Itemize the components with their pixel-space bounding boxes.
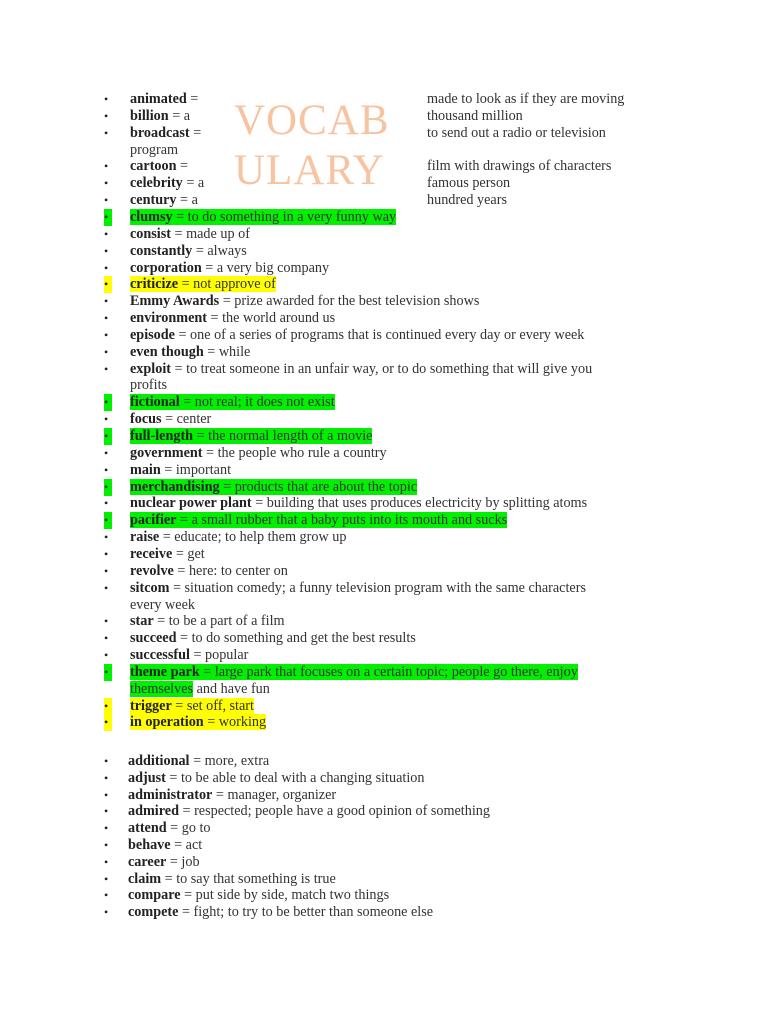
vocab-definition: = building that uses produces electricity by splitting atoms bbox=[251, 495, 588, 512]
list-item-content bbox=[128, 770, 424, 787]
vocab-definition: = more, extra bbox=[189, 753, 270, 769]
vocab-definition: = to be a part of a film bbox=[153, 613, 285, 630]
vocab-definition: every week bbox=[130, 596, 195, 613]
entry-text bbox=[130, 495, 587, 511]
entry-text bbox=[130, 613, 285, 629]
vocab-definition: = manager, organizer bbox=[212, 786, 337, 803]
highlighted-text bbox=[130, 681, 193, 697]
vocab-definition: = large park that focuses on a certain topic; people go there, enjoy bbox=[199, 663, 578, 680]
vocab-definition: = to do something in a very funny way bbox=[172, 208, 397, 225]
entry-text bbox=[130, 344, 250, 360]
vocab-definition: = not real; it does not exist bbox=[179, 394, 335, 411]
vocab-definition-right: film with drawings of characters bbox=[427, 158, 612, 175]
vocab-term: celebrity bbox=[130, 175, 183, 192]
vocab-definition: = bbox=[176, 158, 189, 175]
entry-text bbox=[130, 310, 335, 326]
vocab-definition: = while bbox=[203, 343, 251, 360]
vocab-definition: = made up of bbox=[171, 225, 250, 242]
entry-text bbox=[130, 142, 178, 158]
list-item-content bbox=[130, 361, 592, 378]
list-item bbox=[0, 770, 768, 787]
bullet-icon: • bbox=[104, 159, 109, 174]
list-item-continuation bbox=[0, 681, 768, 698]
list-item bbox=[0, 192, 768, 209]
list-item-content bbox=[130, 327, 584, 344]
list-item-content bbox=[130, 681, 270, 698]
highlighted-text bbox=[130, 394, 335, 410]
bullet-icon: • bbox=[104, 714, 112, 731]
list-item-content bbox=[130, 260, 329, 277]
vocab-term: consist bbox=[130, 225, 171, 242]
vocab-definition: = one of a series of programs that is continued every day or every week bbox=[174, 326, 585, 343]
vocab-term: attend bbox=[128, 820, 167, 837]
list-item-content bbox=[128, 820, 211, 837]
entry-text bbox=[130, 243, 247, 259]
list-item-continuation bbox=[0, 377, 768, 394]
vocab-term: constantly bbox=[130, 242, 193, 259]
entry-text bbox=[130, 445, 387, 461]
list-item-content bbox=[130, 142, 178, 159]
list-item bbox=[0, 546, 768, 563]
vocab-term: trigger bbox=[130, 697, 172, 714]
vocab-definition: = bbox=[186, 91, 199, 107]
list-item-content bbox=[130, 512, 507, 529]
vocab-definition-right: thousand million bbox=[427, 107, 523, 124]
bullet-icon: • bbox=[104, 664, 112, 681]
entry-text bbox=[130, 226, 250, 242]
list-item-content bbox=[130, 462, 231, 479]
vocab-term: full-length bbox=[130, 428, 194, 444]
vocab-definition-right: made to look as if they are moving bbox=[427, 91, 625, 107]
list-item bbox=[0, 293, 768, 310]
list-item bbox=[0, 243, 768, 260]
vocab-definition: = act bbox=[170, 837, 203, 853]
entry-text bbox=[128, 770, 424, 786]
list-item-content bbox=[128, 803, 490, 820]
list-item bbox=[0, 361, 768, 378]
bullet-icon: • bbox=[104, 226, 109, 241]
vocab-term: fictional bbox=[130, 394, 180, 411]
bullet-icon: • bbox=[104, 479, 112, 496]
list-item-content bbox=[128, 887, 389, 904]
bullet-icon: • bbox=[104, 462, 109, 477]
vocab-definition: = to treat someone in an unfair way, or to do something that will give you bbox=[170, 360, 593, 377]
entry-text bbox=[130, 158, 188, 174]
list-item bbox=[0, 647, 768, 664]
vocab-definition: = popular bbox=[189, 647, 249, 664]
list-item bbox=[0, 854, 768, 871]
list-item bbox=[0, 327, 768, 344]
list-item-content bbox=[130, 664, 578, 681]
vocab-term: episode bbox=[130, 326, 175, 343]
entry-text bbox=[128, 753, 269, 769]
list-item-content bbox=[130, 243, 247, 260]
vocab-definition: = center bbox=[161, 411, 212, 428]
bullet-icon: • bbox=[104, 445, 109, 460]
entry-text bbox=[130, 361, 592, 377]
list-item-content bbox=[130, 630, 416, 647]
vocab-term: behave bbox=[128, 837, 171, 853]
vocab-definition-right: to send out a radio or television bbox=[427, 124, 606, 141]
bullet-icon: • bbox=[104, 294, 109, 309]
entry-text bbox=[130, 563, 288, 579]
bullet-icon: • bbox=[104, 276, 112, 293]
list-item-content bbox=[130, 175, 204, 192]
vocab-term: broadcast bbox=[130, 124, 190, 141]
list-item-content bbox=[128, 753, 269, 770]
vocab-term: successful bbox=[130, 647, 190, 664]
vocab-definition: = bbox=[189, 124, 202, 141]
list-item bbox=[0, 714, 768, 731]
vocab-definition: themselves bbox=[130, 680, 194, 697]
highlighted-text bbox=[130, 512, 507, 528]
list-item bbox=[0, 630, 768, 647]
list-item-continuation bbox=[0, 142, 768, 159]
entry-text bbox=[128, 820, 211, 836]
entry-text bbox=[130, 91, 198, 107]
vocab-definition: program bbox=[130, 141, 179, 158]
list-item bbox=[0, 209, 768, 226]
vocab-definition: = go to bbox=[166, 820, 211, 837]
bullet-icon: • bbox=[104, 512, 112, 529]
list-item-content bbox=[130, 125, 201, 142]
highlighted-text bbox=[130, 714, 266, 730]
entry-text bbox=[130, 377, 167, 393]
entry-text bbox=[130, 647, 248, 663]
vocab-definition: = important bbox=[160, 461, 232, 478]
list-item bbox=[0, 803, 768, 820]
entry-text bbox=[130, 108, 190, 124]
vocab-definition: = prize awarded for the best television shows bbox=[219, 293, 480, 310]
entry-text bbox=[128, 887, 389, 903]
vocab-term: focus bbox=[130, 411, 162, 428]
bullet-icon: • bbox=[104, 92, 109, 106]
bullet-icon: • bbox=[104, 344, 109, 359]
bullet-icon: • bbox=[104, 108, 109, 123]
entry-text bbox=[130, 125, 201, 141]
bullet-icon: • bbox=[104, 563, 109, 578]
bullet-icon: • bbox=[104, 412, 109, 427]
entry-text bbox=[130, 411, 211, 427]
entry-text bbox=[128, 803, 490, 819]
list-item bbox=[0, 445, 768, 462]
entry-text bbox=[130, 293, 479, 309]
bullet-icon: • bbox=[104, 854, 109, 869]
vocab-term: sitcom bbox=[130, 579, 170, 596]
bullet-icon: • bbox=[104, 648, 109, 663]
bullet-icon: • bbox=[104, 804, 109, 819]
list-item bbox=[0, 563, 768, 580]
list-item-content bbox=[130, 377, 167, 394]
entry-text bbox=[128, 871, 336, 887]
vocab-definition: = get bbox=[172, 545, 205, 562]
bullet-icon: • bbox=[104, 770, 109, 785]
entry-text bbox=[130, 192, 198, 208]
list-item bbox=[0, 871, 768, 888]
bullet-icon: • bbox=[104, 496, 109, 511]
list-item-content bbox=[130, 445, 387, 462]
list-item-content bbox=[130, 714, 266, 731]
highlighted-text bbox=[130, 698, 254, 714]
vocab-definition: = to do something and get the best results bbox=[176, 630, 416, 647]
list-item-content bbox=[130, 192, 198, 209]
vocab-term: receive bbox=[130, 545, 173, 562]
vocab-definition: = fight; to try to be better than someone else bbox=[178, 904, 434, 921]
vocab-definition: = put side by side, match two things bbox=[180, 887, 390, 904]
list-item-continuation bbox=[0, 597, 768, 614]
vocab-definition: = the people who rule a country bbox=[202, 444, 387, 461]
list-item bbox=[0, 787, 768, 804]
bullet-icon: • bbox=[104, 905, 109, 920]
vocab-term: administrator bbox=[128, 786, 213, 803]
vocab-term: cartoon bbox=[130, 158, 177, 175]
vocab-term: additional bbox=[128, 753, 190, 769]
list-item-content bbox=[130, 647, 248, 664]
list-item bbox=[0, 887, 768, 904]
vocab-definition: = job bbox=[166, 853, 200, 870]
list-item bbox=[0, 753, 768, 770]
vocab-term: criticize bbox=[130, 276, 179, 293]
vocab-definition: = a bbox=[176, 192, 198, 209]
entry-text bbox=[130, 327, 584, 343]
list-item-content bbox=[130, 597, 195, 614]
vocab-term: raise bbox=[130, 529, 160, 546]
list-item bbox=[0, 664, 768, 681]
entry-text bbox=[130, 529, 346, 545]
bullet-icon: • bbox=[104, 311, 109, 326]
vocab-term: environment bbox=[130, 310, 207, 327]
vocab-definition: = not approve of bbox=[178, 276, 276, 293]
entry-text bbox=[128, 787, 336, 803]
list-item-content bbox=[128, 837, 202, 854]
list-item-content bbox=[130, 428, 372, 445]
vocab-term: century bbox=[130, 192, 177, 209]
entry-text bbox=[130, 630, 416, 646]
list-item bbox=[0, 495, 768, 512]
vocab-definition: = to be able to deal with a changing situation bbox=[165, 769, 425, 786]
vocab-term: theme park bbox=[130, 663, 200, 680]
vocab-term: compete bbox=[128, 904, 179, 921]
vocab-definition: = products that are about the topic bbox=[219, 478, 418, 495]
bullet-icon: • bbox=[104, 243, 109, 258]
list-item-content bbox=[130, 580, 586, 597]
list-item bbox=[0, 613, 768, 630]
list-item-content bbox=[130, 698, 254, 715]
vocab-definition: = set off, start bbox=[171, 697, 254, 714]
vocab-term: Emmy Awards bbox=[130, 293, 220, 310]
vocab-term: animated bbox=[130, 91, 187, 107]
list-item bbox=[0, 837, 768, 854]
list-item bbox=[0, 394, 768, 411]
vocab-definition-right: hundred years bbox=[427, 192, 507, 209]
entry-text bbox=[130, 260, 329, 276]
list-item-content bbox=[130, 479, 417, 496]
list-item bbox=[0, 479, 768, 496]
vocab-term: pacifier bbox=[130, 512, 177, 529]
bullet-icon: • bbox=[104, 838, 109, 852]
entry-text bbox=[130, 175, 204, 191]
bullet-icon: • bbox=[104, 361, 109, 376]
list-item-content bbox=[128, 904, 433, 921]
vocab-term: revolve bbox=[130, 562, 174, 579]
vocab-definition-rest: and have fun bbox=[193, 680, 270, 697]
bullet-icon: • bbox=[104, 125, 109, 140]
list-item-content bbox=[130, 546, 205, 563]
bullet-icon: • bbox=[104, 193, 109, 208]
bullet-icon: • bbox=[104, 530, 109, 545]
list-item bbox=[0, 428, 768, 445]
list-item bbox=[0, 310, 768, 327]
vocab-term: even though bbox=[130, 343, 204, 360]
vocab-definition: = the normal length of a movie bbox=[193, 428, 373, 444]
list-item-content bbox=[130, 158, 188, 175]
vocab-definition: = to say that something is true bbox=[161, 870, 336, 887]
vocab-definition: = always bbox=[192, 242, 247, 259]
entry-text bbox=[128, 854, 200, 870]
entry-text bbox=[130, 546, 205, 562]
title-line-1: VOCAB bbox=[234, 97, 390, 144]
vocab-term: adjust bbox=[128, 769, 166, 786]
list-item-content bbox=[130, 293, 479, 310]
vocab-term: billion bbox=[130, 107, 169, 124]
bullet-icon: • bbox=[104, 327, 109, 342]
list-item-content bbox=[130, 529, 346, 546]
vocab-term: admired bbox=[128, 803, 179, 820]
bullet-icon: • bbox=[104, 614, 109, 629]
list-item-content bbox=[130, 310, 335, 327]
list-item-content bbox=[130, 613, 285, 630]
vocab-definition: = respected; people have a good opinion of something bbox=[178, 803, 490, 820]
vocab-term: corporation bbox=[130, 259, 202, 276]
list-item bbox=[0, 344, 768, 361]
bullet-icon: • bbox=[104, 394, 112, 411]
list-item bbox=[0, 125, 768, 142]
list-item-content bbox=[128, 787, 336, 804]
highlighted-text bbox=[130, 209, 396, 225]
list-item bbox=[0, 462, 768, 479]
list-item bbox=[0, 158, 768, 175]
list-item-content bbox=[130, 91, 198, 108]
list-item bbox=[0, 411, 768, 428]
highlighted-text bbox=[130, 428, 372, 444]
highlighted-text bbox=[130, 664, 578, 680]
list-item-content bbox=[130, 226, 250, 243]
vocab-term: in operation bbox=[130, 714, 204, 730]
vocab-term: career bbox=[128, 853, 167, 870]
list-item bbox=[0, 91, 768, 108]
list-item-content bbox=[130, 209, 396, 226]
bullet-icon: • bbox=[104, 888, 109, 903]
entry-text bbox=[130, 580, 586, 596]
list-item bbox=[0, 512, 768, 529]
list-item bbox=[0, 226, 768, 243]
vocab-term: exploit bbox=[130, 360, 171, 377]
vocab-definition: profits bbox=[130, 377, 168, 394]
vocab-definition: = the world around us bbox=[206, 310, 336, 327]
list-item-content bbox=[130, 394, 335, 411]
list-item-content bbox=[130, 411, 211, 428]
bullet-icon: • bbox=[104, 787, 109, 802]
list-item bbox=[0, 820, 768, 837]
vocab-term: government bbox=[130, 444, 203, 461]
vocab-term: star bbox=[130, 613, 154, 630]
vocab-definition: = a bbox=[168, 107, 191, 124]
entry-text bbox=[128, 904, 433, 920]
vocab-definition: = educate; to help them grow up bbox=[159, 529, 347, 546]
highlighted-text bbox=[130, 479, 417, 495]
bullet-icon: • bbox=[104, 176, 109, 191]
vocab-definition: = a bbox=[182, 175, 205, 192]
bullet-icon: • bbox=[104, 871, 109, 886]
list-item-content bbox=[128, 854, 200, 871]
list-item bbox=[0, 580, 768, 597]
vocab-term: compare bbox=[128, 887, 181, 904]
bullet-icon: • bbox=[104, 428, 112, 445]
list-item-content bbox=[130, 495, 587, 512]
list-item bbox=[0, 260, 768, 277]
bullet-icon: • bbox=[104, 821, 109, 836]
list-item bbox=[0, 108, 768, 125]
vocab-definition: = situation comedy; a funny television program with the same characters bbox=[169, 579, 586, 596]
vocab-term: succeed bbox=[130, 630, 177, 647]
vocab-term: clumsy bbox=[130, 208, 173, 225]
list-item-content bbox=[128, 871, 336, 888]
vocab-definition-right: famous person bbox=[427, 175, 511, 192]
bullet-icon: • bbox=[104, 209, 112, 226]
vocab-definition: = a very big company bbox=[201, 259, 330, 276]
list-item bbox=[0, 904, 768, 921]
bullet-icon: • bbox=[104, 754, 109, 768]
vocab-definition: = a small rubber that a baby puts into its mouth and sucks bbox=[176, 512, 508, 529]
bullet-icon: • bbox=[104, 698, 112, 715]
list-item bbox=[0, 276, 768, 293]
entry-text bbox=[128, 837, 202, 853]
list-item bbox=[0, 529, 768, 546]
list-item bbox=[0, 175, 768, 192]
list-item-content bbox=[130, 108, 190, 125]
list-item-content bbox=[130, 563, 288, 580]
bullet-icon: • bbox=[104, 546, 109, 561]
highlighted-text bbox=[130, 276, 276, 292]
entry-text bbox=[130, 462, 231, 478]
list-item-content bbox=[130, 344, 250, 361]
vocab-term: merchandising bbox=[130, 478, 220, 495]
vocab-definition: = working bbox=[203, 714, 267, 730]
title-line-2: ULARY bbox=[234, 147, 385, 194]
vocab-term: claim bbox=[128, 870, 162, 887]
bullet-icon: • bbox=[104, 260, 109, 275]
vocab-term: nuclear power plant bbox=[130, 495, 252, 512]
list-item bbox=[0, 698, 768, 715]
list-item-content bbox=[130, 276, 276, 293]
vocab-term: main bbox=[130, 461, 161, 478]
vocab-definition: = here: to center on bbox=[173, 562, 288, 579]
bullet-icon: • bbox=[104, 580, 109, 595]
entry-text bbox=[130, 597, 195, 613]
bullet-icon: • bbox=[104, 631, 109, 646]
